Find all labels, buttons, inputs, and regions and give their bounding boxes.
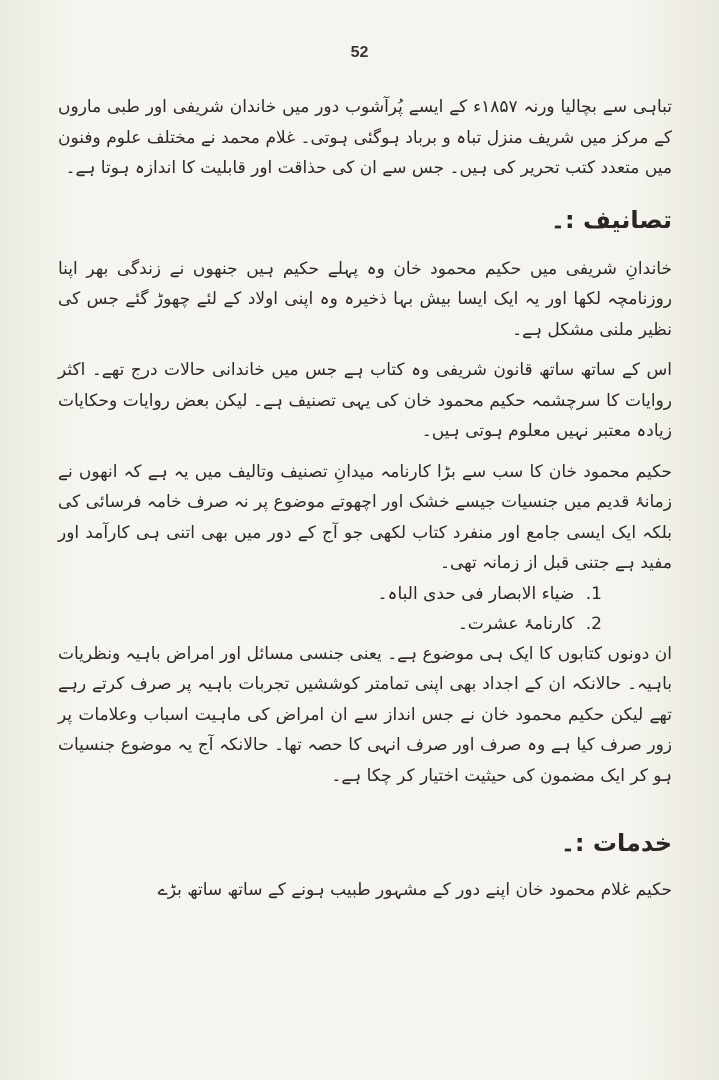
page-content xyxy=(58,92,672,906)
list-item-number: 2. xyxy=(585,613,602,634)
paragraph: حکیم غلام محمود خان اپنے دور کے مشہور طبیب ہونے کے ساتھ ساتھ بڑے xyxy=(157,880,672,900)
section-heading-khidmat: خدمات :۔ xyxy=(560,829,672,857)
list-item xyxy=(58,579,672,609)
paragraph: خاندانِ شریفی میں حکیم محمود خان وہ پہلے حکیم ہیں جنھوں نے زندگی بھر اپنا روزنامچہ لکھا اور یہ ایک ایسا بیش بہا ذخیرہ وہ اپنی اولاد کے لئے چھوڑ گئے جس کی نظیر ملنی مشکل ہے۔ xyxy=(58,258,672,340)
paragraph: حکیم محمود خان کا سب سے بڑا کارنامہ میدانِ تصنیف وتالیف میں یہ ہے کہ انھوں نے زمانۂ قدیم میں جنسیات جیسے خشک اور اچھوتے موضوع پر نہ صرف خامہ فرسائی کی بلکہ ایک ایسی جامع اور منفرد کتاب لکھی جو آج کے دور میں بھی اتنی ہی کارآمد اور مفید ہے جتنی قبل از زمانہ تھی۔ xyxy=(58,461,672,573)
book-list xyxy=(58,579,672,639)
list-item-number: 1. xyxy=(585,583,602,604)
list-item-text: ضیاء الابصار فی حدی الباہ۔ xyxy=(377,583,575,604)
paragraph: اس کے ساتھ ساتھ قانون شریفی وہ کتاب ہے جس میں خاندانی حالات درج تھے۔ اکثر روایات کا سرچشمہ حکیم محمود خان کی یہی تصنیف ہے۔ لیکن بعض روایات وحکایات زیادہ معتبر نہیں معلوم ہوتی ہیں۔ xyxy=(58,360,672,441)
paragraph: ان دونوں کتابوں کا ایک ہی موضوع ہے۔ یعنی جنسی مسائل اور امراض باہیہ ونظریات باہیہ۔ حالانکہ ان کے اجداد بھی اپنی تمامتر کوششیں تجربات باہیہ پر صرف کرتے رہے تھے لیکن حکیم محمود خان نے جس انداز سے ان امراض کی ماہیت اسباب وعلامات پر زور صرف کیا ہے وہ صرف اور صرف انہی کا حصہ تھا۔ حالانکہ آج یہ موضوع جنسیات ہو کر ایک مضمون کی حیثیت اختیار کر چکا ہے۔ xyxy=(58,643,672,786)
list-item-text: کارنامۂ عشرت۔ xyxy=(457,613,575,634)
section-heading-tasaneef: تصانیف :۔ xyxy=(550,205,672,234)
page-number: 52 xyxy=(350,44,369,61)
list-item xyxy=(58,609,672,639)
intro-paragraph: تباہی سے بچالیا ورنہ ۱۸۵۷ء کے ایسے پُرآشوب دور میں خاندان شریفی اور طبی ماروں کے مرکز میں شریف منزل تباہ و برباد ہوگئی ہوتی۔ غلام محمد نے مختلف علوم وفنون میں متعدد کتب تحریر کی ہیں۔ جس سے ان کی حذاقت اور قابلیت کا اندازہ ہوتا ہے۔ xyxy=(58,97,672,178)
